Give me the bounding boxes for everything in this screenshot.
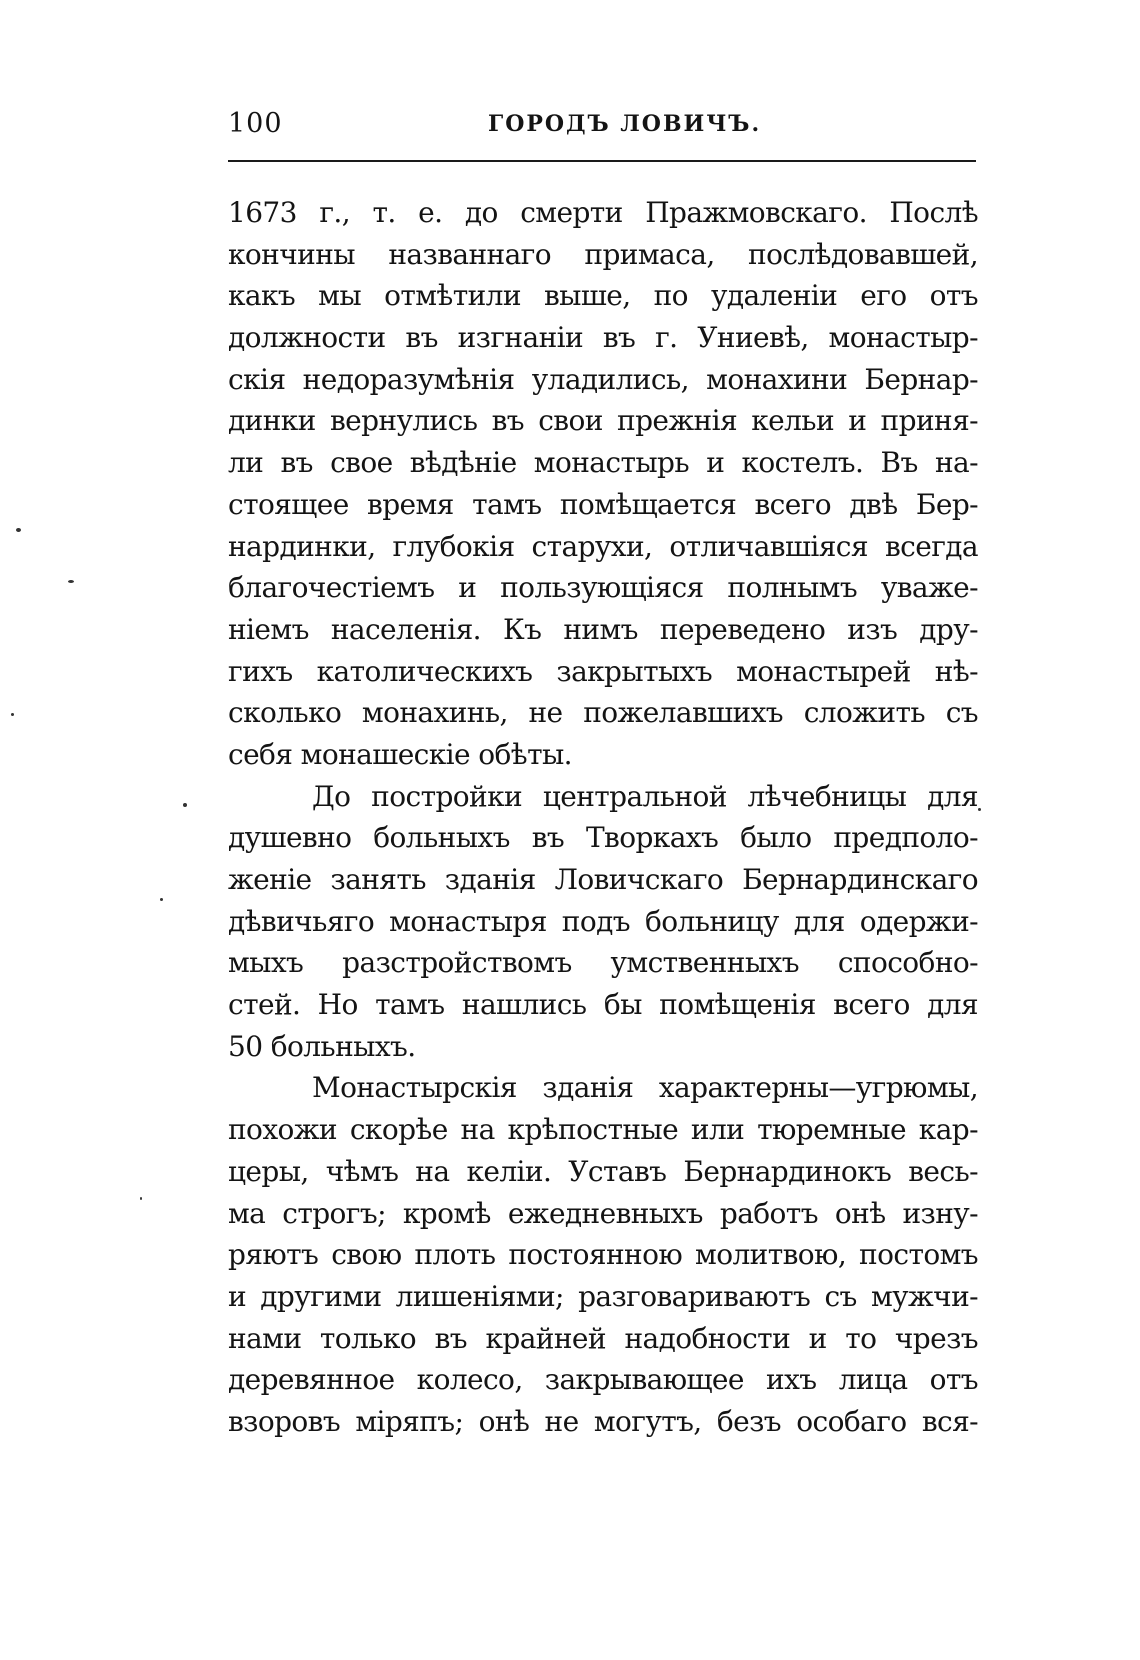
header-rule [228,160,976,162]
text-line: сколько монахинь, не пожелавшихъ сложить съ [228,696,978,730]
text-line: 50 больныхъ. [228,1029,416,1063]
text-line: стей. Но тамъ нашлись бы помѣщенія всего для [228,988,978,1022]
text-line: нами только въ крайней надобности и то чрезъ [228,1321,978,1355]
running-title: ГОРОДЪ ЛОВИЧЪ. [488,111,762,137]
text-line: женіе занять зданія Ловичскаго Бернардинскаго [228,863,978,896]
text-line: и другими лишеніями; разговариваютъ съ мужчи- [228,1279,978,1313]
text-line: деревянное колесо, закрывающее ихъ лица отъ [228,1363,978,1397]
text-line: 1673 г., т. е. до смерти Пражмовскаго. Послѣ [228,196,978,229]
text-line: ніемъ населенія. Къ нимъ переведено изъ дру- [228,612,978,646]
text-line: дѣвичьяго монастыря подъ больницу для одержи- [228,904,978,938]
paragraph-1 [228,192,978,776]
scan-speck [183,803,187,807]
text-line: динки вернулись въ свои прежнія кельи и приня- [228,404,978,438]
scan-speck [978,808,981,811]
running-head [228,108,978,152]
text-line: благочестіемъ и пользующіяся полнымъ уваже- [228,571,978,605]
scan-speck [16,528,21,532]
paragraph-3 [228,1067,978,1442]
text-line: должности въ изгнаніи въ г. Униевѣ, монастыр- [228,321,978,355]
text-line: себя монашескіе обѣты. [228,737,572,771]
text-line: Монастырскія зданія характерны—угрюмы, [312,1071,978,1105]
body-text [228,192,978,1443]
text-line: взоровъ міряпъ; онѣ не могутъ, безъ особаго вся- [228,1404,978,1438]
text-line: скія недоразумѣнія уладились, монахини Бернар- [228,362,978,396]
scan-speck [68,580,74,583]
text-line: какъ мы отмѣтили выше, по удаленіи его отъ [228,279,978,313]
text-line: душевно больныхъ въ Творкахъ было предполо- [228,821,978,855]
text-line: нардинки, глубокія старухи, отличавшіяся всегда [228,529,978,563]
text-line: похожи скорѣе на крѣпостные или тюремные кар- [228,1113,978,1147]
text-line: До постройки центральной лѣчебницы для [312,779,978,813]
scan-speck [11,713,14,716]
page-number: 100 [228,108,283,139]
text-line: церы, чѣмъ на келіи. Уставъ Бернардинокъ весь- [228,1154,978,1188]
text-line: кончины названнаго примаса, послѣдовавшей, [228,237,978,271]
text-line: мыхъ разстройствомъ умственныхъ способно- [228,946,978,980]
text-line: ли въ свое вѣдѣніе монастырь и костелъ. Въ на- [228,446,978,480]
text-line: ма строгъ; кромѣ ежедневныхъ работъ онѣ изну- [228,1196,978,1230]
text-line: ряютъ свою плоть постоянною молитвою, постомъ [228,1238,978,1272]
scan-speck [160,898,163,901]
text-line: стоящее время тамъ помѣщается всего двѣ Бер- [228,487,978,521]
paragraph-2 [228,776,978,1068]
text-line: гихъ католическихъ закрытыхъ монастырей нѣ- [228,654,978,688]
scan-speck [140,1197,142,1200]
